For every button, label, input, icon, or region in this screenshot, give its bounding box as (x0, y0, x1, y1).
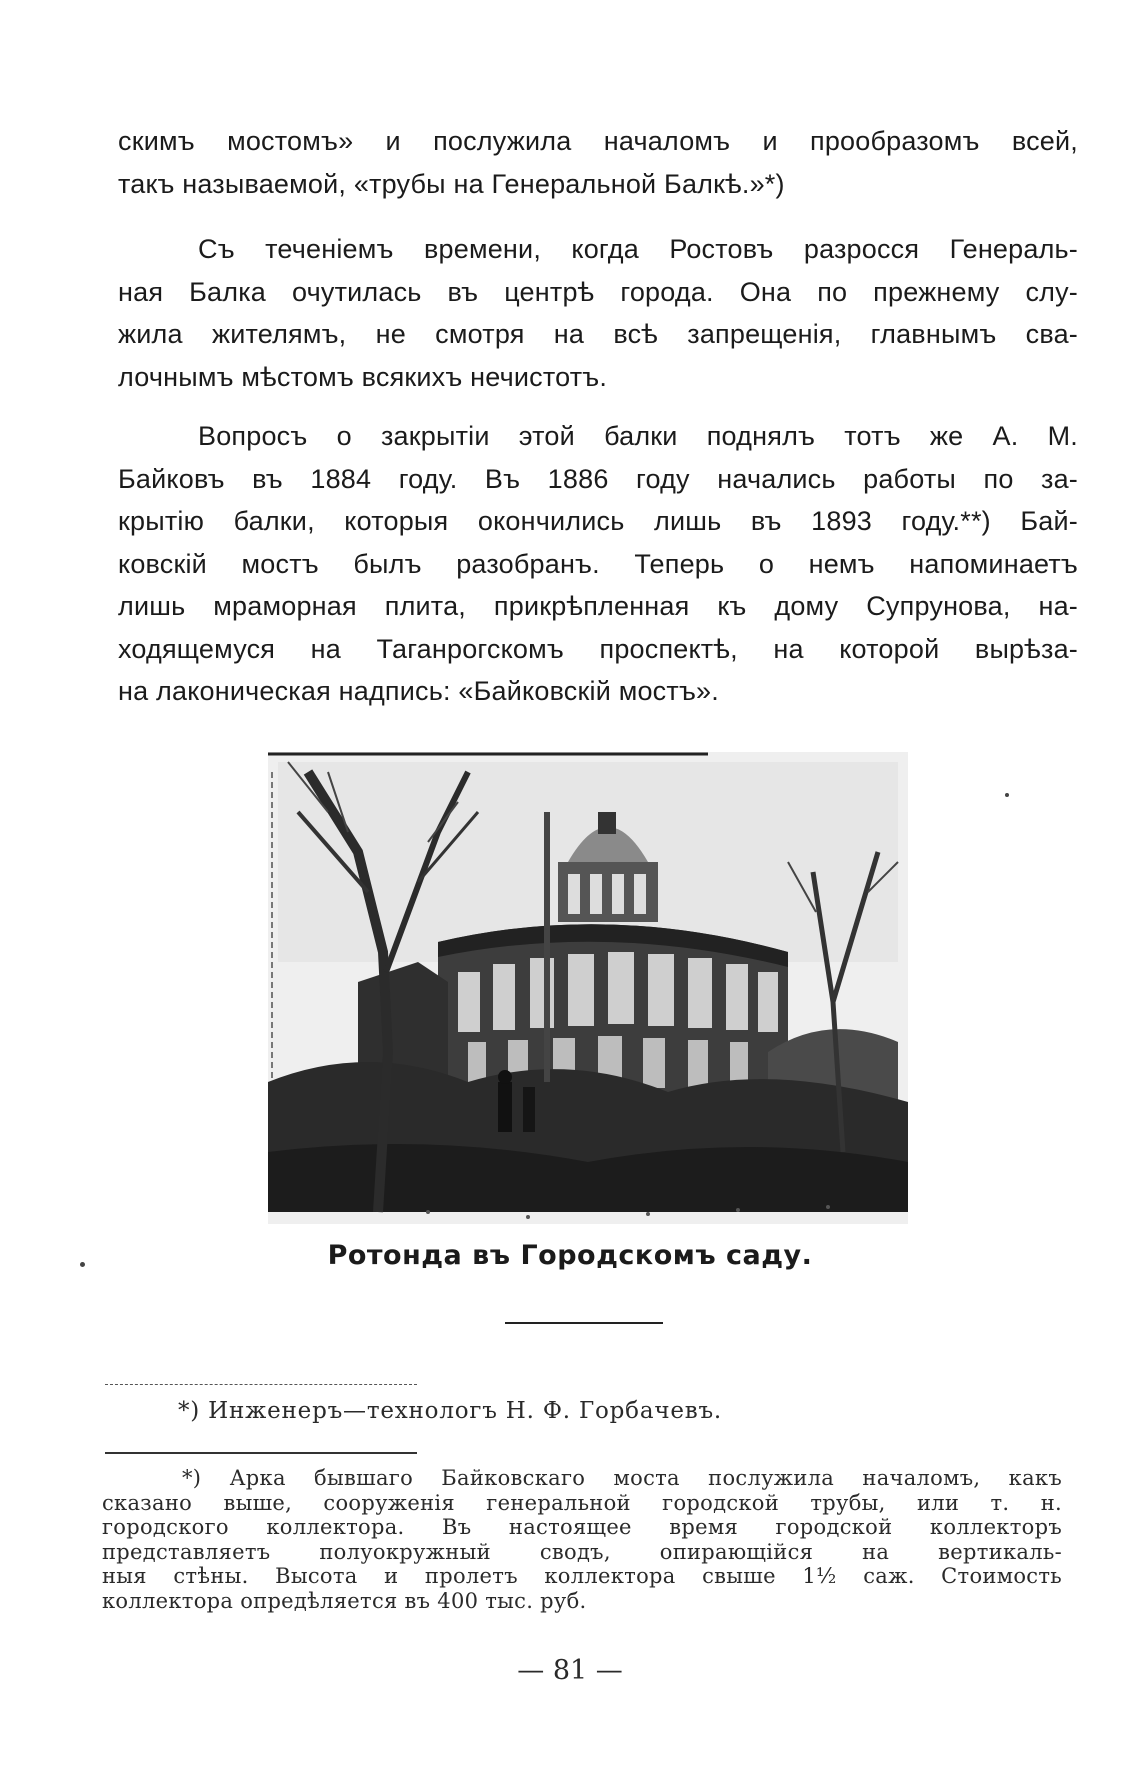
page-number: — 81 — (517, 1655, 623, 1686)
text-line: лишь мраморная плита, прикрѣпленная къ дому Супрунова, на- (118, 591, 1078, 621)
text-line: ная Балка очутилась въ центрѣ города. Она по прежнему слу- (118, 276, 1078, 307)
footnote-line: ныя стѣны. Высота и пролетъ коллектора свыше 1½ саж. Стоимость (102, 1564, 1062, 1588)
rotunda-illustration (268, 752, 908, 1224)
text-line: ковскій мостъ былъ разобранъ. Теперь о немъ напоминаетъ (118, 548, 1078, 579)
text-line: ходящемуся на Таганрогскомъ проспектѣ, на которой вырѣза- (118, 633, 1078, 664)
footnote-rule-1 (105, 1384, 417, 1385)
text-line: Байковъ въ 1884 году. Въ 1886 году начались работы по за- (118, 463, 1078, 494)
footnote-1: *) Инженеръ—технологъ Н. Ф. Горбачевъ. (178, 1398, 723, 1424)
caption-divider (505, 1322, 663, 1324)
photo-caption: Ротонда въ Городскомъ саду. (327, 1240, 813, 1271)
text-line: лочнымъ мѣстомъ всякихъ нечистотъ. (118, 361, 608, 392)
text-line: скимъ мостомъ» и послужила началомъ и прообразомъ всей, (118, 126, 1078, 156)
footnote-line: представляетъ полуокружный сводъ, опирающійся на вертикаль- (102, 1539, 1062, 1564)
text-line: Вопросъ о закрытіи этой балки поднялъ тотъ же А. М. (198, 421, 1078, 451)
text-line: Съ теченіемъ времени, когда Ростовъ разросся Генераль- (198, 234, 1078, 264)
footnote-2 (102, 1466, 1062, 1613)
text-line: такъ называемой, «трубы на Генеральной Балкѣ.»*) (118, 168, 785, 199)
print-speck (1005, 793, 1009, 797)
rotunda-photo (268, 752, 908, 1224)
text-line: жила жителямъ, не смотря на всѣ запрещенія, главнымъ сва- (118, 319, 1078, 349)
print-speck (80, 1262, 85, 1267)
paragraph-1 (118, 120, 1078, 205)
footnote-line: городского коллектора. Въ настоящее время городской коллекторъ (102, 1515, 1062, 1539)
paragraph-3 (118, 415, 1078, 713)
text-line: крытію балки, которыя окончились лишь въ 1893 году.**) Бай- (118, 506, 1078, 536)
footnote-rule-2 (105, 1452, 417, 1454)
paragraph-2 (118, 228, 1078, 398)
text-line: на лаконическая надпись: «Байковскій мостъ». (118, 676, 719, 706)
footnote-line: сказано выше, сооруженія генеральной городской трубы, или т. н. (102, 1490, 1062, 1515)
footnote-line: *) Арка бывшаго Байковскаго моста послужила началомъ, какъ (182, 1466, 1062, 1490)
footnote-line: коллектора опредѣляется въ 400 тыс. руб. (102, 1588, 587, 1613)
